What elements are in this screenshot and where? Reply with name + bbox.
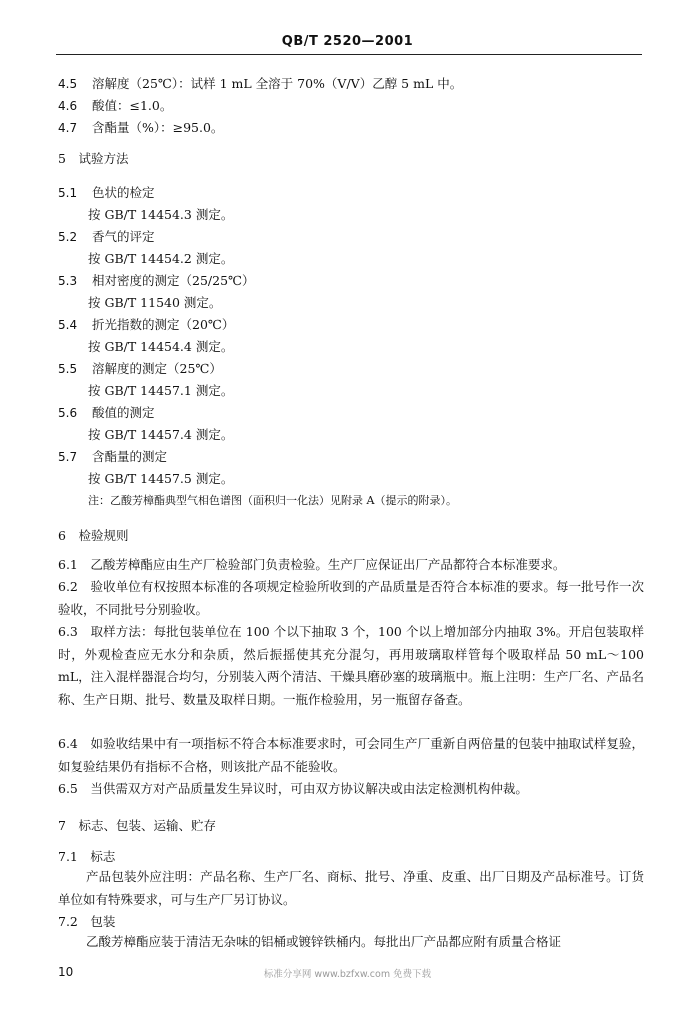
clause-7-1-title: 7.1 标志 (58, 849, 116, 864)
method-number: 5.1 (58, 186, 78, 200)
method-number: 5.3 (58, 274, 78, 288)
clause-6-3: 6.3 取样方法：每批包装单位在 100 个以下抽取 3 个，100 个以上增加部分内抽取 3%。开启包装取样时，外观检查应无水分和杂质，然后振摇使其充分混匀，再用玻璃取样管每个吸取样品 50 mL～100 mL，注入混样器混合均匀，分别装入两个清洁、干燥具磨砂塞的玻璃瓶中。瓶上注明：生产厂名、产品名称、生产日期、批号、数量及取样日期。一瓶作检验用，另一瓶留存备查。 (58, 624, 644, 707)
watermark: 标准分享网 www.bzfxw.com 免费下载 (263, 969, 432, 980)
req-text: 溶解度（25℃）：试样 1 mL 全溶于 70%（V/V）乙醇 5 mL 中。 (92, 76, 463, 91)
clause-6-2: 6.2 验收单位有权按照本标准的各项规定检验所收到的产品质量是否符合本标准的要求。每一批号作一次验收，不同批号分别验收。 (58, 579, 644, 617)
method-number: 5.2 (58, 230, 78, 244)
req-number: 4.6 (58, 99, 78, 113)
method-note: 注：乙酸芳樟酯典型气相色谱图（面积归一化法）见附录 A（提示的附录）。 (88, 494, 457, 507)
method-title-text: 含酯量的测定 (92, 449, 168, 464)
method-text: 按 GB/T 14457.5 测定。 (88, 471, 234, 486)
method-title-text: 相对密度的测定（25/25℃） (92, 273, 255, 288)
clause-6-4: 6.4 如验收结果中有一项指标不符合本标准要求时，可会同生产厂重新自两倍量的包装中抽取试样复验，如复验结果仍有指标不合格，则该批产品不能验收。 (58, 736, 644, 774)
method-title-text: 酸值的测定 (92, 405, 155, 420)
req-item (58, 120, 223, 136)
method-title (58, 273, 255, 289)
method-number: 5.4 (58, 318, 78, 332)
clause-7-2-title: 7.2 包装 (58, 914, 116, 929)
clause-7-1-text: 产品包装外应注明：产品名称、生产厂名、商标、批号、净重、皮重、出厂日期及产品标准号。订货单位如有特殊要求，可与生产厂另订协议。 (58, 869, 644, 907)
req-number: 4.5 (58, 77, 78, 91)
method-title (58, 405, 155, 421)
method-title (58, 229, 155, 245)
req-item (58, 76, 462, 92)
section-6-title: 6 检验规则 (58, 528, 129, 543)
method-title-text: 香气的评定 (92, 229, 155, 244)
method-text: 按 GB/T 14454.3 测定。 (88, 207, 234, 222)
clause-6-1: 6.1 乙酸芳樟酯应由生产厂检验部门负责检验。生产厂应保证出厂产品都符合本标准要求。 (58, 557, 566, 572)
header-rule (56, 54, 642, 55)
req-text: 酸值：≤1.0。 (92, 98, 173, 113)
section-5-title: 5 试验方法 (58, 151, 129, 166)
method-number: 5.6 (58, 406, 78, 420)
method-text: 按 GB/T 14457.4 测定。 (88, 427, 234, 442)
page-number: 10 (58, 965, 74, 979)
method-number: 5.5 (58, 362, 78, 376)
method-title-text: 溶解度的测定（25℃） (92, 361, 222, 376)
req-item (58, 98, 172, 114)
method-text: 按 GB/T 14454.4 测定。 (88, 339, 234, 354)
method-text: 按 GB/T 11540 测定。 (88, 295, 222, 310)
clause-6-5: 6.5 当供需双方对产品质量发生异议时，可由双方协议解决或由法定检测机构仲裁。 (58, 781, 528, 796)
method-text: 按 GB/T 14454.2 测定。 (88, 251, 234, 266)
method-title (58, 317, 234, 333)
method-title-text: 色状的检定 (92, 185, 155, 200)
req-text: 含酯量（%）：≥95.0。 (92, 120, 224, 135)
method-text: 按 GB/T 14457.1 测定。 (88, 383, 234, 398)
method-title (58, 449, 167, 465)
method-number: 5.7 (58, 450, 78, 464)
standard-code-header: QB/T 2520—2001 (281, 34, 414, 49)
method-title (58, 185, 155, 201)
clause-7-2-text: 乙酸芳樟酯应装于清洁无杂味的铝桶或镀锌铁桶内。每批出厂产品都应附有质量合格证 (86, 934, 562, 949)
req-number: 4.7 (58, 121, 78, 135)
section-7-title: 7 标志、包装、运输、贮存 (58, 818, 216, 833)
method-title (58, 361, 222, 377)
method-title-text: 折光指数的测定（20℃） (92, 317, 235, 332)
